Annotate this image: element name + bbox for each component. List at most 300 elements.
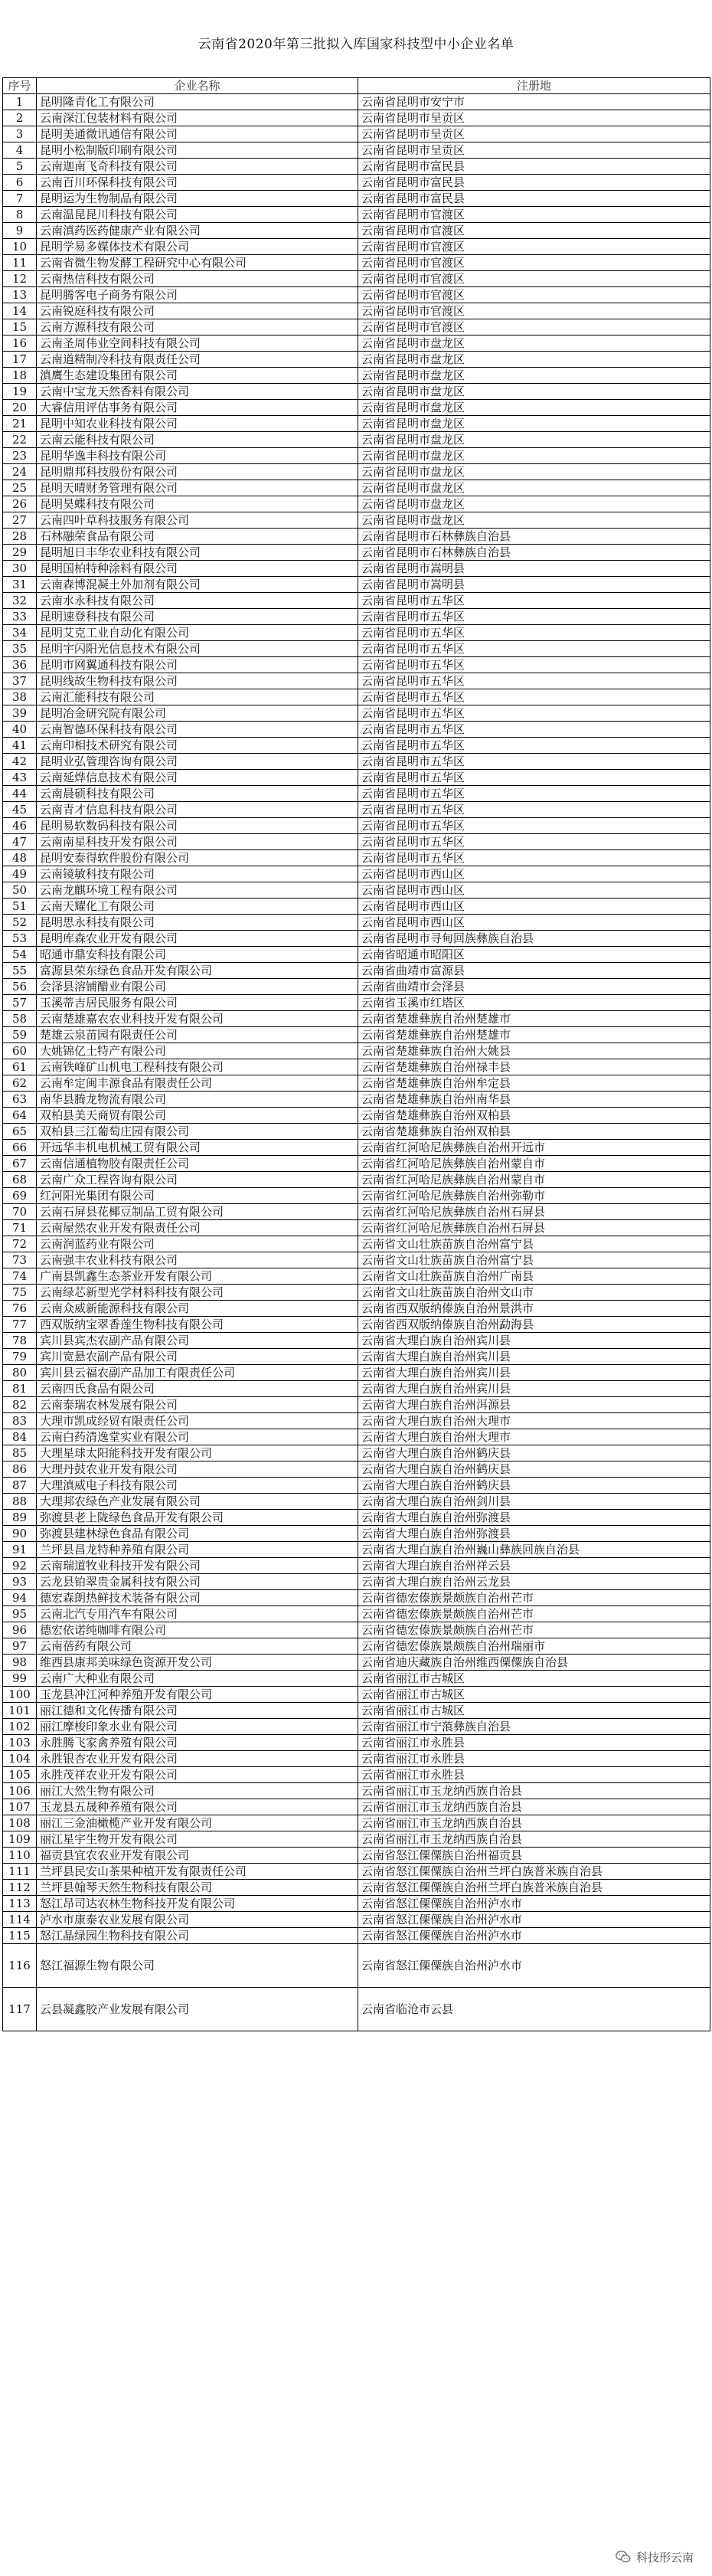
- row-seq: 85: [3, 1445, 37, 1461]
- row-company-name: 玉溪蒂吉居民服务有限公司: [37, 995, 358, 1011]
- row-registered-place: 云南省昆明市官渡区: [358, 271, 710, 287]
- row-company-name: 昆明小松制版印刷有限公司: [37, 142, 358, 159]
- row-registered-place: 云南省大理白族自治州宾川县: [358, 1333, 710, 1349]
- table-row: [3, 1140, 710, 1156]
- row-seq: 59: [3, 1027, 37, 1043]
- table-row: [3, 1542, 710, 1558]
- row-seq: 71: [3, 1220, 37, 1236]
- row-registered-place: 云南省红河哈尼族彝族自治州蒙自市: [358, 1156, 710, 1172]
- table-row: [3, 850, 710, 866]
- row-registered-place: 云南省昆明市五华区: [358, 625, 710, 641]
- table-row: [3, 1059, 710, 1075]
- row-registered-place: 云南省昆明市西山区: [358, 866, 710, 882]
- table-row: [3, 110, 710, 126]
- row-company-name: 云南龙麒环境工程有限公司: [37, 882, 358, 898]
- row-seq: 70: [3, 1204, 37, 1220]
- row-seq: 15: [3, 319, 37, 336]
- table-row: [3, 142, 710, 159]
- row-registered-place: 云南省大理白族自治州大理市: [358, 1429, 710, 1445]
- table-row: [3, 915, 710, 931]
- table-row: [3, 1848, 710, 1864]
- row-company-name: 弥渡县老上陇绿色食品开发有限公司: [37, 1510, 358, 1526]
- row-company-name: 昆明国柏特种涂料有限公司: [37, 561, 358, 577]
- row-company-name: 云南印相技术研究有限公司: [37, 738, 358, 754]
- row-seq: 77: [3, 1317, 37, 1333]
- row-registered-place: 云南省迪庆藏族自治州维西傈僳族自治县: [358, 1655, 710, 1671]
- row-seq: 98: [3, 1655, 37, 1671]
- row-registered-place: 云南省昆明市五华区: [358, 641, 710, 657]
- row-company-name: 云南滇药医药健康产业有限公司: [37, 223, 358, 239]
- table-row: [3, 1928, 710, 1944]
- table-row: [3, 802, 710, 818]
- row-company-name: 云南北汽专用汽车有限公司: [37, 1606, 358, 1622]
- row-seq: 29: [3, 545, 37, 561]
- row-seq: 42: [3, 754, 37, 770]
- row-company-name: 云龙县铂翠贵金属科技有限公司: [37, 1574, 358, 1590]
- table-row: [3, 818, 710, 834]
- table-row: [3, 1606, 710, 1622]
- row-seq: 56: [3, 979, 37, 995]
- row-seq: 43: [3, 770, 37, 786]
- row-seq: 35: [3, 641, 37, 657]
- row-registered-place: 云南省楚雄彝族自治州禄丰县: [358, 1059, 710, 1075]
- row-registered-place: 云南省昆明市五华区: [358, 609, 710, 625]
- table-row: [3, 1783, 710, 1799]
- row-seq: 4: [3, 142, 37, 159]
- row-registered-place: 云南省丽江市玉龙纳西族自治县: [358, 1783, 710, 1799]
- row-company-name: 昆明易软数码科技有限公司: [37, 818, 358, 834]
- table-row: [3, 641, 710, 657]
- row-company-name: 丽江三金油橄榄产业开发有限公司: [37, 1815, 358, 1831]
- row-company-name: 昆明安泰得软件股份有限公司: [37, 850, 358, 866]
- row-company-name: 昆明冶金研究院有限公司: [37, 705, 358, 722]
- row-registered-place: 云南省昆明市石林彝族自治县: [358, 529, 710, 545]
- row-company-name: 泸水市康泰农业发展有限公司: [37, 1912, 358, 1928]
- row-seq: 67: [3, 1156, 37, 1172]
- table-row: [3, 512, 710, 529]
- table-row: [3, 1896, 710, 1912]
- row-company-name: 宾川县云福农副产品加工有限责任公司: [37, 1365, 358, 1381]
- row-company-name: 广南县凯鑫生态茶业开发有限公司: [37, 1268, 358, 1285]
- table-row: [3, 1478, 710, 1494]
- row-company-name: 云南深江包装材料有限公司: [37, 110, 358, 126]
- table-row: [3, 287, 710, 303]
- row-company-name: 昆明腾客电子商务有限公司: [37, 287, 358, 303]
- row-registered-place: 云南省楚雄彝族自治州楚雄市: [358, 1027, 710, 1043]
- row-registered-place: 云南省丽江市古城区: [358, 1703, 710, 1719]
- row-seq: 106: [3, 1783, 37, 1799]
- table-row: [3, 1188, 710, 1204]
- row-registered-place: 云南省楚雄彝族自治州牟定县: [358, 1075, 710, 1092]
- table-row: [3, 673, 710, 689]
- row-seq: 37: [3, 673, 37, 689]
- row-seq: 41: [3, 738, 37, 754]
- row-registered-place: 云南省大理白族自治州鹤庆县: [358, 1461, 710, 1478]
- row-company-name: 云南延烨信息技术有限公司: [37, 770, 358, 786]
- row-company-name: 昆明线故生物科技有限公司: [37, 673, 358, 689]
- row-seq: 52: [3, 915, 37, 931]
- table-row: [3, 1333, 710, 1349]
- row-company-name: 双柏县三江葡萄庄园有限公司: [37, 1124, 358, 1140]
- table-row: [3, 271, 710, 287]
- table-row: [3, 1220, 710, 1236]
- row-registered-place: 云南省大理白族自治州宾川县: [358, 1365, 710, 1381]
- table-row: [3, 625, 710, 641]
- row-company-name: 云南水永科技有限公司: [37, 593, 358, 609]
- table-row: [3, 319, 710, 336]
- row-company-name: 富源县荣东绿色食品开发有限公司: [37, 963, 358, 979]
- row-seq: 94: [3, 1590, 37, 1606]
- row-seq: 25: [3, 480, 37, 496]
- row-company-name: 昆明旭日丰华农业科技有限公司: [37, 545, 358, 561]
- row-seq: 2: [3, 110, 37, 126]
- table-row: [3, 175, 710, 191]
- row-seq: 79: [3, 1349, 37, 1365]
- row-company-name: 西双版纳宝翠香莲生物科技有限公司: [37, 1317, 358, 1333]
- row-company-name: 兰坪县翰琴天然生物科技有限公司: [37, 1880, 358, 1896]
- row-seq: 69: [3, 1188, 37, 1204]
- table-row: [3, 947, 710, 963]
- row-company-name: 云南瑞道牧业科技开发有限公司: [37, 1558, 358, 1574]
- row-registered-place: 云南省怒江傈僳族自治州泸水市: [358, 1928, 710, 1944]
- table-row: [3, 1349, 710, 1365]
- table-row: [3, 931, 710, 947]
- table-row: [3, 1799, 710, 1815]
- row-registered-place: 云南省德宏傣族景颇族自治州芒市: [358, 1590, 710, 1606]
- table-row: [3, 1124, 710, 1140]
- table-row: [3, 432, 710, 448]
- row-seq: 84: [3, 1429, 37, 1445]
- row-seq: 49: [3, 866, 37, 882]
- row-seq: 17: [3, 352, 37, 368]
- row-registered-place: 云南省昆明市五华区: [358, 738, 710, 754]
- row-seq: 20: [3, 400, 37, 416]
- row-registered-place: 云南省红河哈尼族彝族自治州弥勒市: [358, 1188, 710, 1204]
- row-company-name: 云南晨硕科技有限公司: [37, 786, 358, 802]
- row-registered-place: 云南省昆明市五华区: [358, 657, 710, 673]
- row-seq: 51: [3, 898, 37, 915]
- header-place: 注册地: [358, 78, 710, 94]
- row-company-name: 云南道精制冷科技有限责任公司: [37, 352, 358, 368]
- table-row: [3, 1526, 710, 1542]
- table-row: [3, 738, 710, 754]
- row-seq: 96: [3, 1622, 37, 1638]
- row-registered-place: 云南省昆明市西山区: [358, 898, 710, 915]
- table-row: [3, 1413, 710, 1429]
- row-registered-place: 云南省昆明市五华区: [358, 786, 710, 802]
- row-company-name: 云南广众工程咨询有限公司: [37, 1172, 358, 1188]
- row-company-name: 会泽县溶铺醋业有限公司: [37, 979, 358, 995]
- row-company-name: 昆明美通微讯通信有限公司: [37, 126, 358, 142]
- row-company-name: 大理邦农绿色产业发展有限公司: [37, 1494, 358, 1510]
- row-seq: 91: [3, 1542, 37, 1558]
- table-row: [3, 1815, 710, 1831]
- row-seq: 78: [3, 1333, 37, 1349]
- table-row: [3, 1703, 710, 1719]
- row-registered-place: 云南省怒江傈僳族自治州泸水市: [358, 1944, 710, 1988]
- row-seq: 6: [3, 175, 37, 191]
- table-row: [3, 1252, 710, 1268]
- row-seq: 54: [3, 947, 37, 963]
- row-seq: 80: [3, 1365, 37, 1381]
- table-row: [3, 1461, 710, 1478]
- row-registered-place: 云南省昆明市盘龙区: [358, 336, 710, 352]
- table-row: [3, 1445, 710, 1461]
- table-row: [3, 722, 710, 738]
- row-company-name: 宾川宽悬农副产品有限公司: [37, 1349, 358, 1365]
- row-seq: 23: [3, 448, 37, 464]
- row-company-name: 开远华丰机电机械工贸有限公司: [37, 1140, 358, 1156]
- row-registered-place: 云南省昆明市五华区: [358, 834, 710, 850]
- row-registered-place: 云南省丽江市玉龙纳西族自治县: [358, 1799, 710, 1815]
- row-seq: 101: [3, 1703, 37, 1719]
- enterprise-table: [2, 77, 710, 2031]
- row-seq: 109: [3, 1831, 37, 1848]
- row-company-name: 大理滇威电子科技有限公司: [37, 1478, 358, 1494]
- row-registered-place: 云南省大理白族自治州洱源县: [358, 1397, 710, 1413]
- row-company-name: 弥渡县建林绿色食品有限公司: [37, 1526, 358, 1542]
- row-seq: 66: [3, 1140, 37, 1156]
- row-company-name: 永胜茂祥农业开发有限公司: [37, 1767, 358, 1783]
- row-seq: 97: [3, 1638, 37, 1655]
- table-row: [3, 979, 710, 995]
- row-company-name: 怒江昂司达农林生物科技开发有限公司: [37, 1896, 358, 1912]
- row-company-name: 兰坪县民安山茶果种植开发有限责任公司: [37, 1864, 358, 1880]
- row-company-name: 云南森博混凝土外加剂有限公司: [37, 577, 358, 593]
- row-company-name: 云南温昆昆川科技有限公司: [37, 207, 358, 223]
- row-company-name: 大睿信用评估事务有限公司: [37, 400, 358, 416]
- row-company-name: 昆明市网翼通科技有限公司: [37, 657, 358, 673]
- row-registered-place: 云南省大理白族自治州弥渡县: [358, 1526, 710, 1542]
- row-seq: 74: [3, 1268, 37, 1285]
- row-seq: 31: [3, 577, 37, 593]
- row-registered-place: 云南省昆明市官渡区: [358, 223, 710, 239]
- row-company-name: 云南众威新能源科技有限公司: [37, 1301, 358, 1317]
- row-seq: 19: [3, 384, 37, 400]
- row-registered-place: 云南省临沧市云县: [358, 1988, 710, 2031]
- row-registered-place: 云南省昆明市官渡区: [358, 255, 710, 271]
- row-company-name: 滇鹰生态建设集团有限公司: [37, 368, 358, 384]
- table-row: [3, 384, 710, 400]
- row-seq: 116: [3, 1944, 37, 1988]
- row-seq: 83: [3, 1413, 37, 1429]
- row-seq: 48: [3, 850, 37, 866]
- table-row: [3, 1397, 710, 1413]
- row-company-name: 云南省微生物发酵工程研究中心有限公司: [37, 255, 358, 271]
- row-seq: 65: [3, 1124, 37, 1140]
- row-company-name: 大姚锦亿土特产有限公司: [37, 1043, 358, 1059]
- row-company-name: 南华县腾龙物流有限公司: [37, 1092, 358, 1108]
- row-seq: 95: [3, 1606, 37, 1622]
- row-seq: 64: [3, 1108, 37, 1124]
- row-seq: 46: [3, 818, 37, 834]
- row-seq: 1: [3, 94, 37, 110]
- row-registered-place: 云南省红河哈尼族彝族自治州开远市: [358, 1140, 710, 1156]
- table-row: [3, 1687, 710, 1703]
- row-company-name: 昆明思永科技有限公司: [37, 915, 358, 931]
- table-row: [3, 126, 710, 142]
- row-registered-place: 云南省怒江傈僳族自治州泸水市: [358, 1896, 710, 1912]
- row-registered-place: 云南省大理白族自治州云龙县: [358, 1574, 710, 1590]
- row-registered-place: 云南省昆明市嵩明县: [358, 577, 710, 593]
- row-registered-place: 云南省大理白族自治州剑川县: [358, 1494, 710, 1510]
- row-registered-place: 云南省玉溪市红塔区: [358, 995, 710, 1011]
- table-row: [3, 834, 710, 850]
- row-registered-place: 云南省昆明市官渡区: [358, 287, 710, 303]
- table-row: [3, 352, 710, 368]
- table-row: [3, 1156, 710, 1172]
- row-registered-place: 云南省文山壮族苗族自治州富宁县: [358, 1252, 710, 1268]
- row-seq: 108: [3, 1815, 37, 1831]
- table-row: [3, 1735, 710, 1751]
- row-company-name: 云南蓓药有限公司: [37, 1638, 358, 1655]
- row-registered-place: 云南省昆明市五华区: [358, 850, 710, 866]
- table-row: [3, 1638, 710, 1655]
- row-seq: 107: [3, 1799, 37, 1815]
- row-seq: 93: [3, 1574, 37, 1590]
- row-seq: 27: [3, 512, 37, 529]
- table-row: [3, 866, 710, 882]
- table-row: [3, 480, 710, 496]
- table-row: [3, 1719, 710, 1735]
- row-company-name: 大理星球太阳能科技开发有限公司: [37, 1445, 358, 1461]
- row-registered-place: 云南省昆明市西山区: [358, 915, 710, 931]
- row-company-name: 昆明学易多媒体技术有限公司: [37, 239, 358, 255]
- row-registered-place: 云南省红河哈尼族彝族自治州石屏县: [358, 1204, 710, 1220]
- row-registered-place: 云南省昆明市五华区: [358, 770, 710, 786]
- row-seq: 7: [3, 191, 37, 207]
- row-company-name: 云南镜敏科技有限公司: [37, 866, 358, 882]
- row-registered-place: 云南省大理白族自治州巍山彝族回族自治县: [358, 1542, 710, 1558]
- row-registered-place: 云南省文山壮族苗族自治州富宁县: [358, 1236, 710, 1252]
- row-company-name: 昆明华逸丰科技有限公司: [37, 448, 358, 464]
- row-registered-place: 云南省楚雄彝族自治州双柏县: [358, 1108, 710, 1124]
- row-seq: 11: [3, 255, 37, 271]
- row-registered-place: 云南省昆明市官渡区: [358, 239, 710, 255]
- row-company-name: 云南中宝龙天然香料有限公司: [37, 384, 358, 400]
- row-seq: 45: [3, 802, 37, 818]
- row-company-name: 丽江大然生物有限公司: [37, 1783, 358, 1799]
- row-seq: 36: [3, 657, 37, 673]
- row-company-name: 云南信通植物胶有限责任公司: [37, 1156, 358, 1172]
- row-registered-place: 云南省昆明市富民县: [358, 159, 710, 175]
- row-seq: 28: [3, 529, 37, 545]
- table-row: [3, 609, 710, 625]
- row-company-name: 红河阳光集团有限公司: [37, 1188, 358, 1204]
- table-row: [3, 303, 710, 319]
- row-company-name: 云南白药清逸堂实业有限公司: [37, 1429, 358, 1445]
- table-row: [3, 1944, 710, 1988]
- row-company-name: 云南锐庭科技有限公司: [37, 303, 358, 319]
- table-row: [3, 705, 710, 722]
- row-registered-place: 云南省楚雄彝族自治州南华县: [358, 1092, 710, 1108]
- row-seq: 62: [3, 1075, 37, 1092]
- row-registered-place: 云南省昆明市五华区: [358, 754, 710, 770]
- table-header-row: [3, 78, 710, 94]
- table-row: [3, 1301, 710, 1317]
- row-seq: 5: [3, 159, 37, 175]
- row-company-name: 云南泰瑞农林发展有限公司: [37, 1397, 358, 1413]
- row-seq: 87: [3, 1478, 37, 1494]
- row-seq: 33: [3, 609, 37, 625]
- table-row: [3, 1317, 710, 1333]
- row-company-name: 兰坪县昌龙特种养殖有限公司: [37, 1542, 358, 1558]
- row-registered-place: 云南省楚雄彝族自治州楚雄市: [358, 1011, 710, 1027]
- row-company-name: 云南强丰农业科技有限公司: [37, 1252, 358, 1268]
- row-seq: 53: [3, 931, 37, 947]
- row-company-name: 昆明速登科技有限公司: [37, 609, 358, 625]
- row-registered-place: 云南省昆明市西山区: [358, 882, 710, 898]
- table-row: [3, 1043, 710, 1059]
- row-registered-place: 云南省昭通市昭阳区: [358, 947, 710, 963]
- table-row: [3, 1108, 710, 1124]
- table-row: [3, 529, 710, 545]
- table-row: [3, 1751, 710, 1767]
- row-registered-place: 云南省昆明市官渡区: [358, 207, 710, 223]
- watermark: [615, 2548, 694, 2565]
- table-row: [3, 1590, 710, 1606]
- row-registered-place: 云南省昆明市嵩明县: [358, 561, 710, 577]
- row-seq: 88: [3, 1494, 37, 1510]
- row-registered-place: 云南省丽江市永胜县: [358, 1751, 710, 1767]
- table-row: [3, 400, 710, 416]
- row-company-name: 怒江晶绿园生物科技有限公司: [37, 1928, 358, 1944]
- table-row: [3, 1912, 710, 1928]
- table-row: [3, 464, 710, 480]
- row-registered-place: 云南省丽江市古城区: [358, 1687, 710, 1703]
- row-registered-place: 云南省曲靖市富源县: [358, 963, 710, 979]
- table-row: [3, 1622, 710, 1638]
- table-row: [3, 963, 710, 979]
- row-registered-place: 云南省西双版纳傣族自治州勐海县: [358, 1317, 710, 1333]
- row-registered-place: 云南省昆明市盘龙区: [358, 448, 710, 464]
- table-row: [3, 223, 710, 239]
- row-registered-place: 云南省楚雄彝族自治州双柏县: [358, 1124, 710, 1140]
- table-row: [3, 1574, 710, 1590]
- table-row: [3, 1236, 710, 1252]
- row-seq: 44: [3, 786, 37, 802]
- row-registered-place: 云南省昆明市盘龙区: [358, 352, 710, 368]
- table-row: [3, 577, 710, 593]
- table-row: [3, 995, 710, 1011]
- row-registered-place: 云南省大理白族自治州鹤庆县: [358, 1478, 710, 1494]
- row-seq: 68: [3, 1172, 37, 1188]
- row-seq: 9: [3, 223, 37, 239]
- row-company-name: 福贡县宜农农业开发有限公司: [37, 1848, 358, 1864]
- row-seq: 75: [3, 1285, 37, 1301]
- row-company-name: 德宏森朗热鲜技术装备有限公司: [37, 1590, 358, 1606]
- row-company-name: 宾川县宾杰农副产品有限公司: [37, 1333, 358, 1349]
- row-registered-place: 云南省丽江市宁蒗彝族自治县: [358, 1719, 710, 1735]
- row-seq: 34: [3, 625, 37, 641]
- table-row: [3, 1429, 710, 1445]
- row-registered-place: 云南省昆明市盘龙区: [358, 480, 710, 496]
- row-registered-place: 云南省昆明市官渡区: [358, 303, 710, 319]
- row-company-name: 昆明隆青化工有限公司: [37, 94, 358, 110]
- table-row: [3, 1767, 710, 1783]
- row-seq: 61: [3, 1059, 37, 1075]
- row-seq: 50: [3, 882, 37, 898]
- header-seq: 序号: [3, 78, 37, 94]
- table-row: [3, 593, 710, 609]
- row-seq: 72: [3, 1236, 37, 1252]
- table-row: [3, 1655, 710, 1671]
- table-row: [3, 898, 710, 915]
- row-company-name: 昆明中知农业科技有限公司: [37, 416, 358, 432]
- row-registered-place: 云南省丽江市玉龙纳西族自治县: [358, 1815, 710, 1831]
- row-registered-place: 云南省曲靖市会泽县: [358, 979, 710, 995]
- row-registered-place: 云南省丽江市玉龙纳西族自治县: [358, 1831, 710, 1848]
